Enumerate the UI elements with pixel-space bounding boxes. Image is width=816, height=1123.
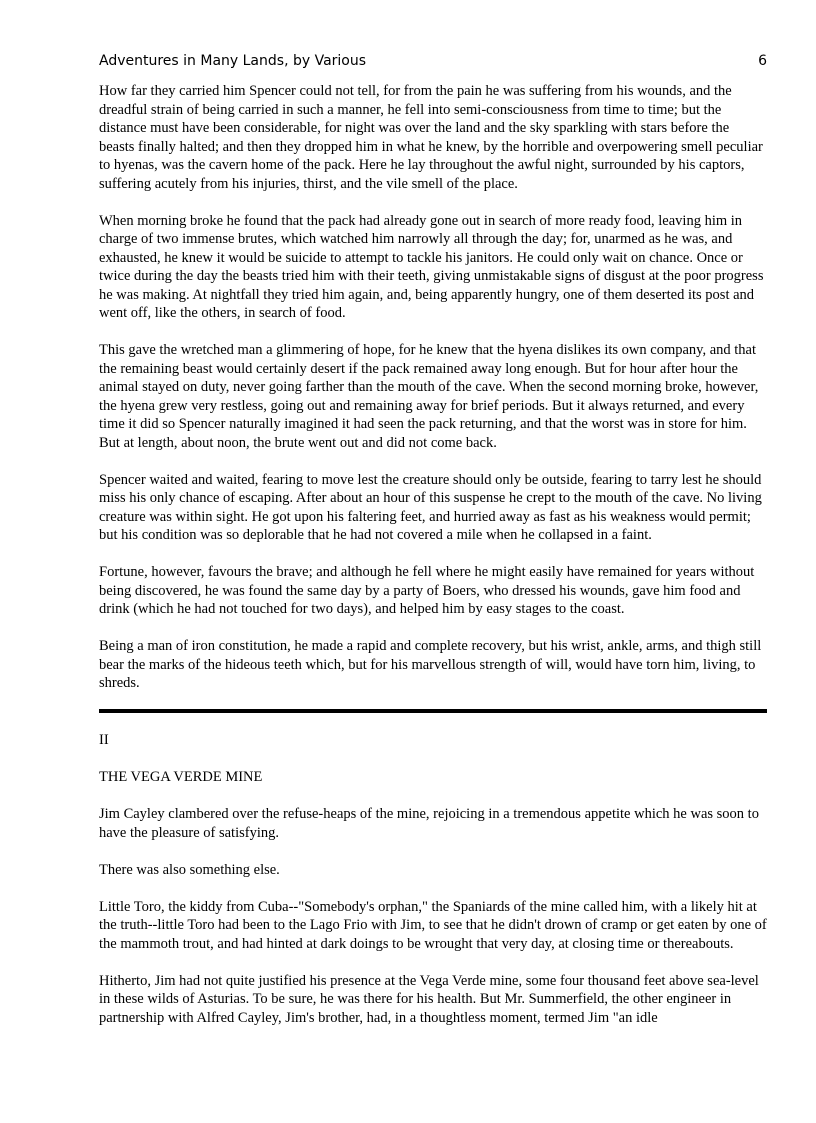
paragraph: Jim Cayley clambered over the refuse-heaps of the mine, rejoicing in a tremendous appetite which he was soon to have the pleasure of satisfying.: [99, 806, 759, 841]
running-header: [99, 52, 767, 70]
paragraph: This gave the wretched man a glimmering of hope, for he knew that the hyena dislikes its own company, and that the remaining beast would certainly desert if the pack remained away long enough. But for hour after hour the animal stayed on duty, never going farther than the mouth of the cave. When the second morning broke, however, the hyena grew very restless, going out and remaining away for brief periods. But it always returned, and every time it did so Spencer naturally imagined it had seen the pack returning, and that the worst was in store for him. But at length, about noon, the brute went out and did not come back.: [99, 342, 759, 451]
section-divider: [99, 709, 767, 713]
paragraph: There was also something else.: [99, 861, 280, 878]
page-number: 6: [758, 53, 767, 69]
paragraph: Little Toro, the kiddy from Cuba--"Somebody's orphan," the Spaniards of the mine called him, with a likely hit at the truth--little Toro had been to the Lago Frio with Jim, to see that he didn't drown of cramp or get eaten by one of the mammoth trout, and had hinted at dark doings to be wrought that very day, at closing time or thereabouts.: [99, 898, 767, 952]
paragraph: Being a man of iron constitution, he made a rapid and complete recovery, but his wrist, ankle, arms, and thigh still bear the marks of the hideous teeth which, but for his marvellous strength of will, would have torn him, living, to shreds.: [99, 638, 762, 691]
book-title: Adventures in Many Lands, by Various: [99, 53, 367, 69]
paragraph: Spencer waited and waited, fearing to move lest the creature should only be outside, fearing to tarry lest he should miss his only chance of escaping. After about an hour of this suspense he crept to the mouth of the cave. No living creature was within sight. He got upon his faltering feet, and hurried away as fast as his weakness would permit; but his condition was so deplorable that he had not covered a mile when he collapsed in a faint.: [99, 471, 762, 543]
chapter-number: II: [99, 732, 109, 748]
paragraph: How far they carried him Spencer could not tell, for from the pain he was suffering from his wounds, and the dreadful strain of being carried in such a manner, he fell into semi-consciousness from time to time; but the distance must have been considerable, for night was over the land and the sky sparkling with stars before the beasts finally halted; and then they dropped him in what he knew, by the horrible and overpowering smell peculiar to hyenas, was the cavern home of the pack. Here he lay throughout the awful night, surrounded by his captors, suffering acutely from his injuries, thirst, and the vile smell of the place.: [99, 83, 763, 192]
paragraph: Hitherto, Jim had not quite justified his presence at the Vega Verde mine, some four thousand feet above sea-level in these wilds of Asturias. To be sure, he was there for his health. But Mr. Summerfield, the other engineer in partnership with Alfred Cayley, Jim's brother, had, in a thoughtless moment, termed Jim "an idle: [99, 972, 759, 1026]
chapter-title: THE VEGA VERDE MINE: [99, 769, 263, 785]
paragraph: When morning broke he found that the pack had already gone out in search of more ready food, leaving him in charge of two immense brutes, which watched him narrowly all through the day; for, unarmed as he was, and exhausted, he knew it would be suicide to attempt to tackle his janitors. He could only wait on chance. Once or twice during the day the beasts tried him with their teeth, giving unmistakable signs of disgust at the poor progress he was making. At nightfall they tried him again, and, being apparently hungry, one of them deserted its post and went off, like the others, in search of food.: [99, 212, 764, 321]
body-text: [99, 82, 767, 1046]
paragraph: Fortune, however, favours the brave; and although he fell where he might easily have remained for years without being discovered, he was found the same day by a party of Boers, who dressed his wounds, gave him food and drink (which he had not touched for two days), and helped him by easy stages to the coast.: [99, 564, 755, 617]
